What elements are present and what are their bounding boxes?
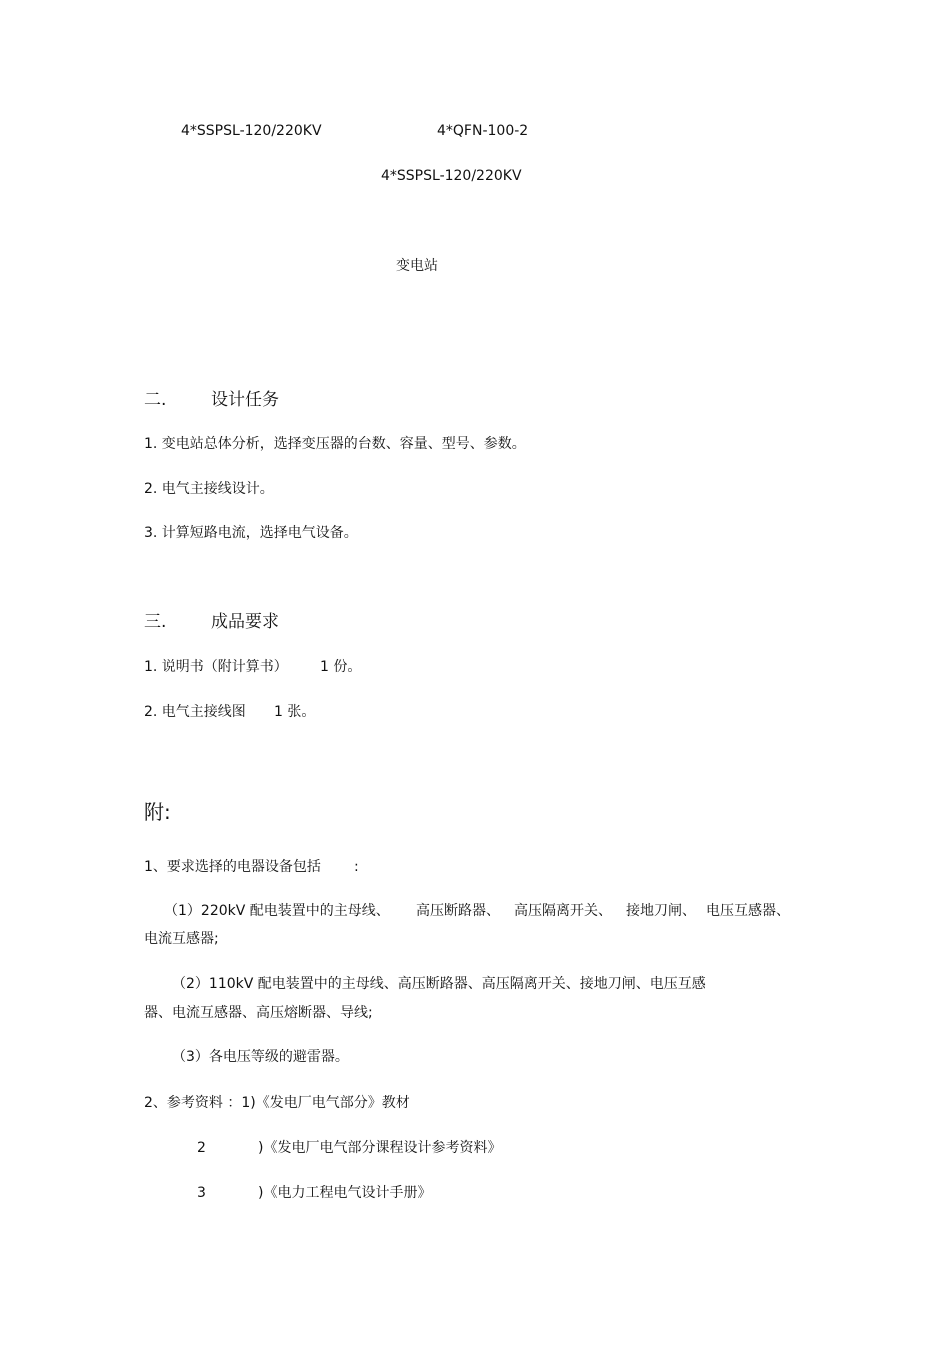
generator-label: 4*QFN-100-2 xyxy=(437,123,529,139)
equipment-1-part-2: 高压断路器、 xyxy=(416,903,500,919)
reference-3-number: 3 xyxy=(197,1185,206,1201)
equipment-3: （3）各电压等级的避雷器。 xyxy=(172,1049,349,1065)
section2-number: 二. xyxy=(144,390,167,410)
equipment-2-line-1: （2）110kV 配电装置中的主母线、高压断路器、高压隔离开关、接地刀闸、电压互感 xyxy=(172,976,706,992)
left-transformer-label: 4*SSPSL-120/220KV xyxy=(181,123,322,139)
section3-title: 成品要求 xyxy=(211,612,279,632)
center-transformer-label: 4*SSPSL-120/220KV xyxy=(381,168,522,184)
appendix-title: 附: xyxy=(144,800,171,824)
equipment-heading: 1、要求选择的电器设备包括 xyxy=(144,859,321,875)
deliverable-item-2: 2. 电气主接线图 xyxy=(144,704,246,720)
references-heading: 2、参考资料 ：1)《发电厂电气部分》教材 xyxy=(144,1095,410,1111)
reference-2-title: )《发电厂电气部分课程设计参考资料》 xyxy=(258,1140,502,1156)
section3-number: 三. xyxy=(144,612,167,632)
section2-title: 设计任务 xyxy=(211,390,279,410)
equipment-1-part-3: 高压隔离开关、 xyxy=(514,903,612,919)
reference-2-number: 2 xyxy=(197,1140,206,1156)
substation-label: 变电站 xyxy=(396,258,438,274)
task-item-2: 2. 电气主接线设计。 xyxy=(144,481,274,497)
deliverable-item-2-qty: 1 张。 xyxy=(274,704,316,720)
equipment-1-part-1: （1）220kV 配电装置中的主母线、 xyxy=(164,903,390,919)
task-item-3: 3. 计算短路电流，选择电气设备。 xyxy=(144,525,358,541)
equipment-1-line-2: 电流互感器; xyxy=(144,931,219,947)
task-item-1: 1. 变电站总体分析，选择变压器的台数、容量、型号、参数。 xyxy=(144,436,526,452)
equipment-2-line-2: 器、电流互感器、高压熔断器、导线; xyxy=(144,1005,373,1021)
reference-3-title: )《电力工程电气设计手册》 xyxy=(258,1185,432,1201)
equipment-heading-colon: : xyxy=(354,859,359,875)
deliverable-item-1: 1. 说明书（附计算书） xyxy=(144,659,288,675)
equipment-1-part-5: 电压互感器、 xyxy=(706,903,790,919)
deliverable-item-1-qty: 1 份。 xyxy=(320,659,362,675)
equipment-1-part-4: 接地刀闸、 xyxy=(626,903,696,919)
